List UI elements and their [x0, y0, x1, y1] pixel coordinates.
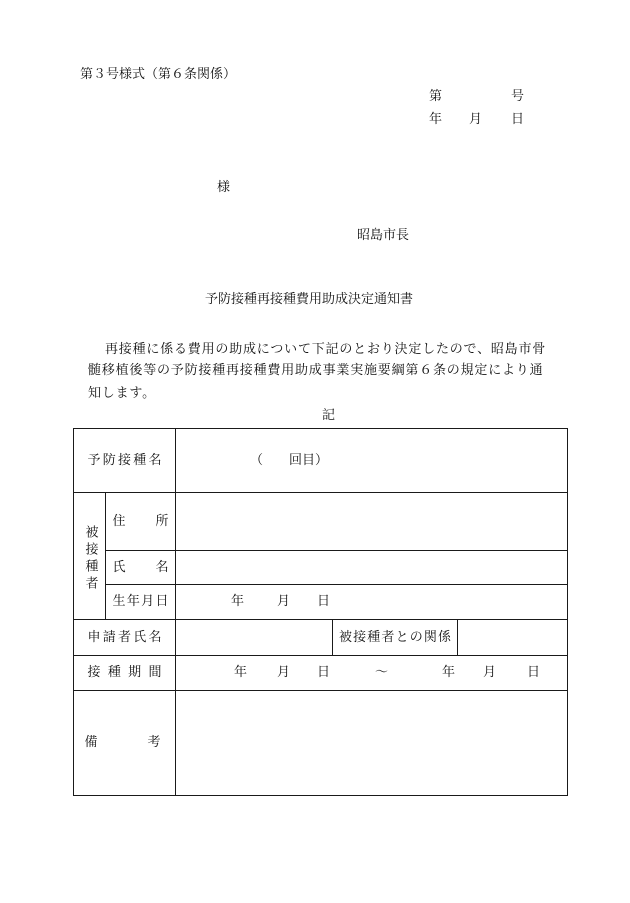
name-value-cell [175, 550, 568, 585]
address-label: 住所 [112, 513, 169, 529]
birth-date-month: 月 [277, 594, 291, 609]
applicant-name-label: 申請者氏名 [87, 629, 162, 645]
document-title: 予防接種再接種費用助成決定通知書 [205, 292, 414, 307]
birth-date-day: 日 [317, 594, 331, 609]
vaccine-name-value-cell [175, 428, 568, 493]
birth-date-value-cell [175, 584, 568, 620]
recipient-group-label-cell [73, 492, 106, 620]
form-number: 第３号様式（第６条関係） [80, 67, 237, 82]
remarks-label-cell [73, 690, 176, 796]
vaccine-name-label-cell [73, 428, 176, 493]
document-number-suffix: 号 [511, 89, 525, 104]
name-label: 氏名 [112, 559, 169, 575]
vaccine-name-label: 予防接種名 [87, 452, 162, 468]
relation-value-cell [457, 619, 568, 656]
relation-label: 被接種者との関係 [339, 629, 451, 645]
period-start-month: 月 [277, 665, 291, 680]
birth-date-label-cell [105, 584, 176, 620]
issue-date-month: 月 [469, 112, 483, 127]
dose-count-field: （ 回目） [250, 452, 329, 468]
addressee-honorific: 様 [217, 180, 231, 195]
period-end-month: 月 [483, 665, 497, 680]
period-start-year: 年 [234, 665, 248, 680]
name-label-cell [105, 550, 176, 585]
document-number-prefix: 第 [429, 89, 443, 104]
period-separator: ～ [375, 665, 389, 680]
address-label-cell [105, 492, 176, 551]
relation-label-cell [332, 619, 458, 656]
body-line: 髄移植後等の予防接種再接種費用助成事業実施要綱第６条の規定により通 [88, 363, 544, 378]
birth-date-label: 生年月日 [112, 594, 169, 609]
body-line: 再接種に係る費用の助成について下記のとおり決定したので、昭島市骨 [105, 342, 547, 357]
birth-date-year: 年 [231, 594, 245, 609]
issuer-name: 昭島市長 [357, 228, 410, 243]
address-value-cell [175, 492, 568, 551]
period-label: 接種期間 [87, 665, 162, 680]
recipient-group-label: 被接種者 [82, 525, 98, 593]
period-label-cell [73, 655, 176, 691]
remarks-value-cell [175, 690, 568, 796]
period-end-day: 日 [527, 665, 541, 680]
issue-date-year: 年 [429, 112, 443, 127]
applicant-name-label-cell [73, 619, 176, 656]
body-line: 知します。 [88, 386, 156, 401]
remarks-label: 備考 [84, 735, 161, 750]
period-value-cell [175, 655, 568, 691]
note-heading: 記 [322, 408, 336, 423]
issue-date-day: 日 [511, 112, 525, 127]
period-end-year: 年 [442, 665, 456, 680]
period-start-day: 日 [317, 665, 331, 680]
applicant-name-value-cell [175, 619, 333, 656]
